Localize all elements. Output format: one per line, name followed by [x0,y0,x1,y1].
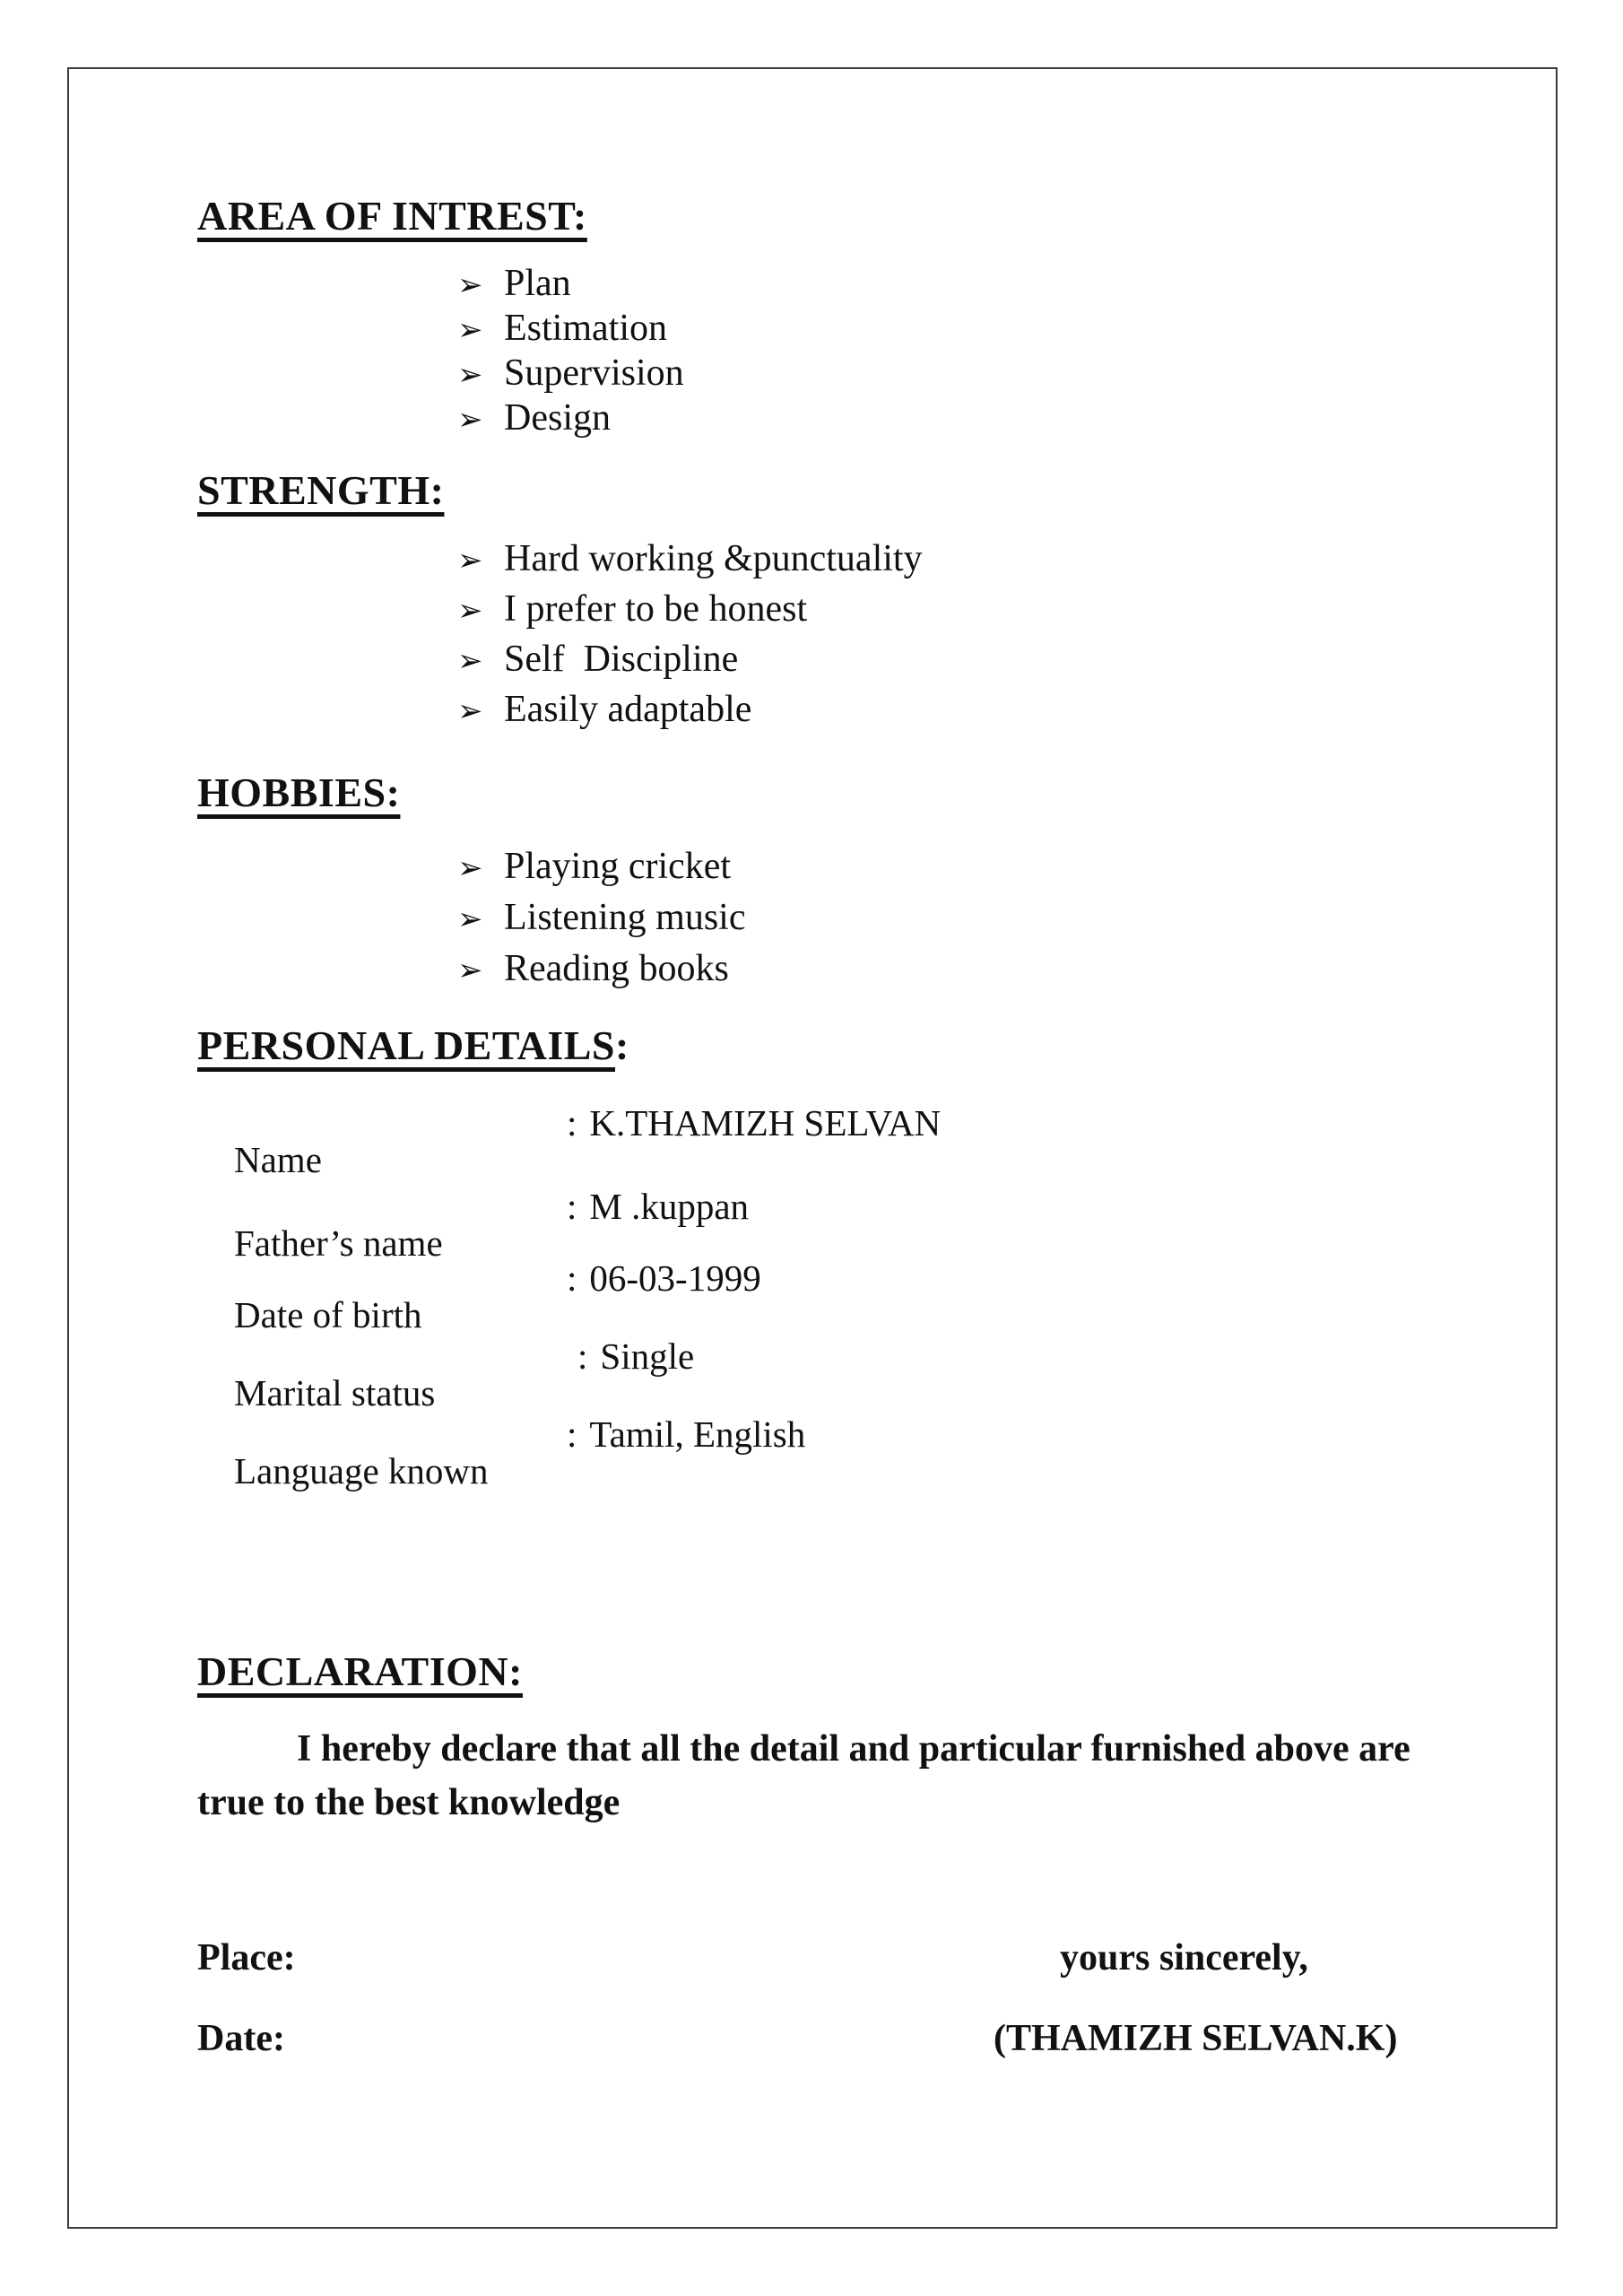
arrow-bullet-icon: ➢ [457,357,483,393]
list-item-label: Supervision [504,352,684,394]
detail-label: Marital status [234,1372,436,1413]
detail-value-group [567,1102,942,1144]
list-item-label: Playing cricket [504,846,732,887]
detail-value-group [567,1413,806,1455]
list-item [457,399,684,444]
arrow-bullet-icon: ➢ [457,952,483,988]
detail-value: Single [600,1335,695,1377]
list-item-label: Listening music [504,897,746,938]
arrow-bullet-icon: ➢ [457,693,483,729]
list-item [457,354,684,399]
strength-list [457,540,923,741]
detail-label: Language known [234,1450,489,1492]
area-of-interest-list [457,265,684,444]
detail-value: 06-03-1999 [589,1257,761,1299]
detail-label: Name [234,1139,322,1180]
section-heading-declaration [197,1648,523,1694]
list-item [457,540,923,590]
arrow-bullet-icon: ➢ [457,402,483,438]
closing-label: yours sincerely, [1060,1937,1308,1979]
list-item-label: Plan [504,263,571,304]
section-heading-hobbies [197,772,400,813]
arrow-bullet-icon: ➢ [457,543,483,578]
detail-separator: : [567,1102,577,1144]
list-item [457,950,745,1001]
arrow-bullet-icon: ➢ [457,850,483,886]
section-heading-personal-details-text: PERSONAL DETAILS [197,1022,616,1068]
section-heading-area-of-interest [197,193,587,239]
arrow-bullet-icon: ➢ [457,643,483,679]
section-heading-personal-details [197,1022,629,1068]
date-label: Date: [197,2018,285,2059]
arrow-bullet-icon: ➢ [457,901,483,937]
section-heading-strength [197,467,445,513]
list-item [457,899,745,950]
section-heading-hobbies-text: HOBBIES: [197,770,401,815]
detail-value-group [567,1257,761,1299]
list-item-label: Easily adaptable [504,689,752,730]
section-heading-area-of-interest-text: AREA OF INTREST: [197,193,587,239]
detail-value: M .kuppan [589,1186,750,1227]
place-label: Place: [197,1937,296,1979]
arrow-bullet-icon: ➢ [457,267,483,303]
list-item-label: Hard working &punctuality [504,538,923,579]
detail-row-language-known [197,1413,1453,1563]
section-heading-personal-details-suffix: : [615,1022,629,1068]
detail-value: K.THAMIZH SELVAN [589,1102,942,1144]
list-item [457,265,684,309]
list-item-label: Design [504,397,611,439]
list-item [457,590,923,640]
detail-label: Date of birth [234,1294,422,1335]
list-item-label: Estimation [504,308,667,349]
list-item-label: I prefer to be honest [504,588,808,630]
list-item-label: Self Discipline [504,639,739,680]
detail-value-group [567,1188,749,1225]
section-heading-strength-text: STRENGTH: [197,467,445,513]
hobbies-list [457,848,745,1001]
list-item [457,309,684,354]
list-item-label: Reading books [504,948,729,989]
list-item [457,640,923,691]
list-item [457,848,745,899]
detail-separator: : [567,1257,577,1299]
section-heading-declaration-text: DECLARATION: [197,1648,523,1694]
arrow-bullet-icon: ➢ [457,593,483,629]
list-item [457,691,923,741]
arrow-bullet-icon: ➢ [457,312,483,348]
detail-value-group [577,1335,695,1377]
detail-separator: : [577,1335,588,1377]
declaration-text: I hereby declare that all the detail and particular furnished above are true to the best knowledge [197,1728,1410,1823]
detail-separator: : [567,1413,577,1455]
detail-value: Tamil, English [589,1413,806,1455]
detail-separator: : [567,1186,577,1227]
signatory-name: (THAMIZH SELVAN.K) [994,2018,1398,2059]
detail-label: Father’s name [234,1222,443,1264]
